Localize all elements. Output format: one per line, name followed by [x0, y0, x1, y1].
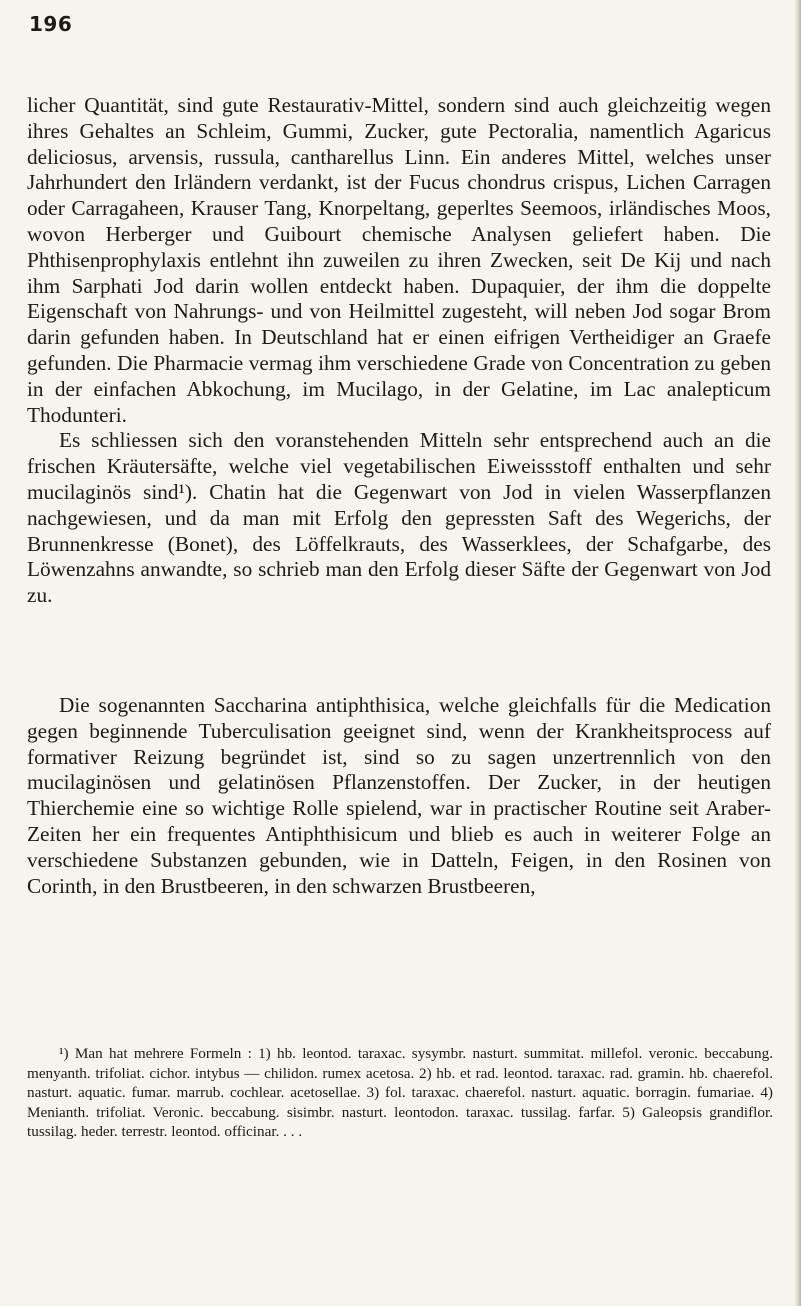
body-paragraph: licher Quantität, sind gute Restaurativ-Mittel, sondern sind auch gleichzeitig wegen ihres Gehaltes an Schleim, Gummi, Zucker, gute Pectoralia, namentlich Agaricus deliciosus, arvensis, russula, cantharellus Linn. Ein anderes Mittel, welches unser Jahrhundert den Irländern verdankt, ist der Fucus chondrus crispus, Lichen Carragen oder Carragaheen, Krauser Tang, Knorpeltang, geperltes Seemoos, irländisches Moos, wovon Herberger und Guibourt chemische Analysen geliefert haben. Die Phthisenprophylaxis entlehnt ihn zuweilen zu ihren Zwecken, seit De Kij und nach ihm Sarphati Jod darin wollen entdeckt haben. Dupaquier, der ihm die doppelte Eigenschaft von Nahrungs- und von Heilmittel zugesteht, will neben Jod sogar Brom darin gefunden haben. In Deutschland hat er einen eifrigen Vertheidiger an Graefe gefunden. Die Pharmacie vermag ihm verschiedene Grade von Concentration zu geben in der einfachen Abkochung, im Mucilago, in der Gelatine, im Lac analepticum Thodunteri. [27, 93, 771, 427]
text-block-lower [27, 693, 771, 899]
footnote [27, 1044, 773, 1142]
text-block-upper [27, 93, 771, 609]
page-number: 196 [29, 12, 73, 36]
page-edge-shadow [794, 0, 801, 1306]
footnote-text: ¹) Man hat mehrere Formeln : 1) hb. leontod. taraxac. sysymbr. nasturt. summitat. millefol. veronic. beccabung. menyanth. trifoliat. cichor. intybus — chilidon. rumex acetosa. 2) hb. et rad. leontod. taraxac. rad. gramin. hb. chaerefol. nasturt. aquatic. fumar. marrub. cochlear. acetosellae. 3) fol. taraxac. chaerefol. nasturt. aquatic. borragin. fumariae. 4) Menianth. trifoliat. Veronic. beccabung. sisimbr. nasturt. leontodon. taraxac. tussilag. farfar. 5) Galeopsis grandiflor. tussilag. heder. terrestr. leontod. officinar. . . . [27, 1045, 773, 1141]
body-paragraph: Es schliessen sich den voranstehenden Mitteln sehr entsprechend auch an die frischen Kräutersäfte, welche viel vegetabilischen Eiweissstoff enthalten und sehr mucilaginös sind¹). Chatin hat die Gegenwart von Jod in vielen Wasserpflanzen nachgewiesen, und da man mit Erfolg den gepressten Saft des Wegerichs, der Brunnenkresse (Bonet), des Löffelkrauts, des Wasserklees, der Schafgarbe, des Löwenzahns anwandte, so schrieb man den Erfolg dieser Säfte der Gegenwart von Jod zu. [27, 428, 771, 608]
body-paragraph: Die sogenannten Saccharina antiphthisica, welche gleichfalls für die Medication gegen beginnende Tuberculisation geeignet sind, wenn der Krankheitsprocess auf formativer Reizung begründet ist, sind so zu sagen unzertrennlich von den mucilaginösen und gelatinösen Pflanzenstoffen. Der Zucker, in der heutigen Thierchemie eine so wichtige Rolle spielend, war in practischer Routine seit Araber-Zeiten her ein frequentes Antiphthisicum und blieb es auch in weiterer Folge an verschiedene Substanzen gebunden, wie in Datteln, Feigen, in den Rosinen von Corinth, in den Brustbeeren, in den schwarzen Brustbeeren, [27, 693, 771, 898]
